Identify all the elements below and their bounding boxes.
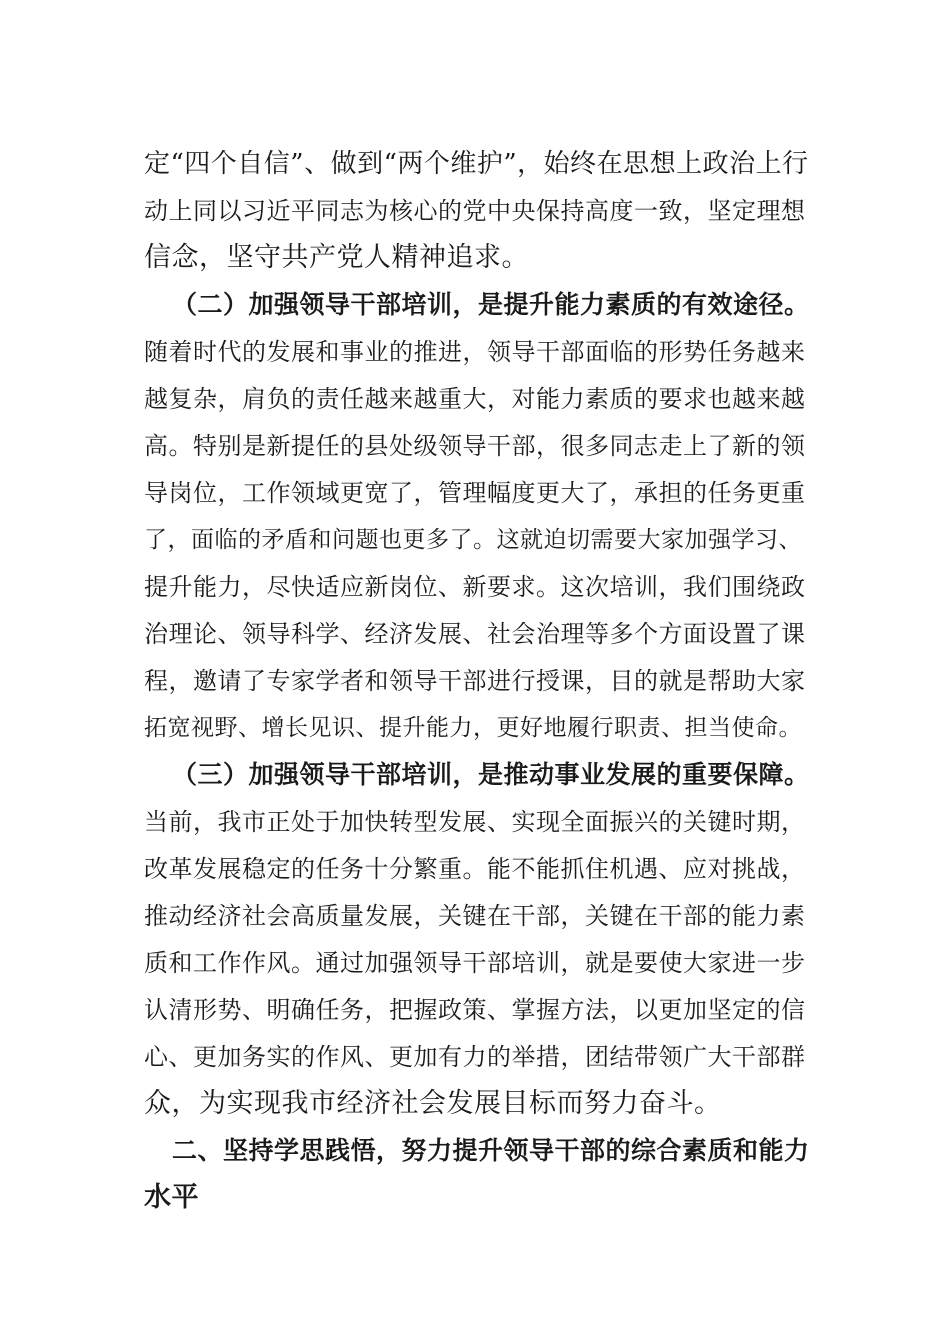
body-text-line: 了，面临的矛盾和问题也更多了。这就迫切需要大家加强学习、 [144,527,802,553]
body-text-line: 心、更加务实的作风、更加有力的举措，团结带领广大干部群 [144,1043,806,1071]
body-text-line: 改革发展稳定的任务十分繁重。能不能抓住机遇、应对挑战， [144,855,806,883]
body-text-line: 提升能力，尽快适应新岗位、新要求。这次培训，我们围绕政 [144,573,806,601]
section-heading-continued: 水平 [144,1182,199,1213]
body-text-line: 随着时代的发展和事业的推进，领导干部面临的形势任务越来 [144,338,806,366]
body-text-line: 程，邀请了专家学者和领导干部进行授课，目的就是帮助大家 [144,667,806,695]
body-text-line: 认清形势、明确任务，把握政策、掌握方法，以更加坚定的信 [144,996,806,1024]
section-lead-2: （二）加强领导干部培训，是提升能力素质的有效途径。 [172,290,810,319]
body-text-line: 质和工作作风。通过加强领导干部培训，就是要使大家进一步 [144,949,806,977]
body-text-line: 信念，坚守共产党人精神追求。 [144,242,529,273]
body-text-line: 越复杂，肩负的责任越来越重大，对能力素质的要求也越来越 [144,385,806,413]
body-text-line: 治理论、领导科学、经济发展、社会治理等多个方面设置了课 [144,620,806,648]
body-text-line: 导岗位，工作领域更宽了，管理幅度更大了，承担的任务更重 [144,479,806,507]
section-heading: 二、坚持学思践悟，努力提升领导干部的综合素质和能力 [172,1136,810,1165]
body-text-line: 高。特别是新提任的县处级领导干部，很多同志走上了新的领 [144,432,806,460]
body-text-line: 动上同以习近平同志为核心的党中央保持高度一致，坚定理想 [144,197,806,225]
body-text-line: 推动经济社会高质量发展，关键在干部，关键在干部的能力素 [144,902,806,930]
body-text-line: 众，为实现我市经济社会发展目标而努力奋斗。 [144,1088,722,1119]
body-text-line: 当前，我市正处于加快转型发展、实现全面振兴的关键时期， [144,808,806,836]
body-text-line: 拓宽视野、增长见识、提升能力，更好地履行职责、担当使命。 [144,715,802,741]
section-lead-3: （三）加强领导干部培训，是推动事业发展的重要保障。 [172,760,810,789]
body-text-line: 定“四个自信”、做到“两个维护”，始终在思想上政治上行 [144,149,809,179]
